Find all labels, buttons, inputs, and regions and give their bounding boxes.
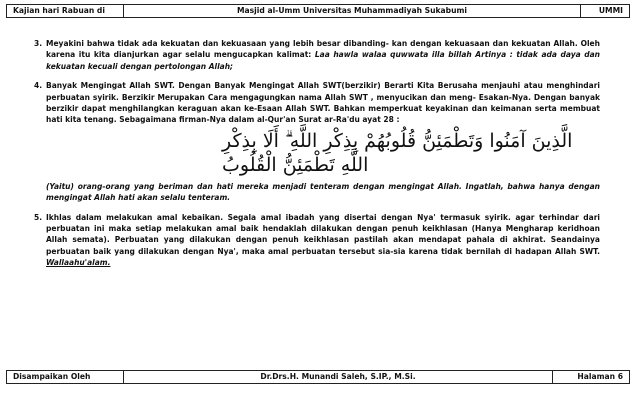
footer-author: Dr.Drs.H. Munandi Saleh, S.IP., M.Si. [260,372,416,381]
verse-translation: (Yaitu) orang-orang yang beriman dan hati mereka menjadi tenteram dengan mengingat Allah. Ingatlah, bahwa hanya dengan mengingat Allah hati akan selalu tenteram. [46,181,600,203]
document-body [34,38,600,277]
item-number: 3. [34,39,43,48]
list-item [34,80,600,203]
closing-phrase: Wallaahu'alam. [46,258,111,268]
page-number: Halaman 6 [577,372,623,381]
item-number: 4. [34,81,43,91]
item-body [46,212,600,269]
item-body [46,80,600,203]
header-title: Masjid al-Umm Universitas Muhammadiyah Sukabumi [236,6,468,15]
page-footer [6,370,630,384]
item-italic-text: Laa hawla walaa quwwata illa billah Artinya : tidak ada daya dan kekuatan kecuali dengan pertolongan Allah; [46,50,600,71]
item-text: Meyakini bahwa tidak ada kekuatan dan kekuasaan yang lebih besar dibanding- kan dengan kekuasaan dan kekuatan Allah. Oleh karena itu kita dianjurkan agar selalu mengucapkan kalimat: [46,39,600,60]
page-header [6,4,630,18]
item-text: Banyak Mengingat Allah SWT. Dengan Banyak Mengingat Allah SWT(berzikir) Berarti Kita Berusaha menjauhi atau menghindari perbuatan syirik. Berzikir Merupakan Cara mengagungkan nama Allah SWT , menyucikan dan meng- Esakan-Nya. Dengan banyak berzikir dapat menghilangkan keraguan akan ke-Esaan Allah SWT. Bahkan memperkuat keyakinan dan keimanan serta membuat hati kita tenang. Sebagaimana firman-Nya dalam al-Qur'an Surat ar-Ra'du ayat 28 : [46,81,600,125]
list-item [34,38,600,72]
item-body [46,38,600,72]
quran-verse: الَّذِينَ آمَنُوا وَتَطْمَئِنُّ قُلُوبُهُمْ بِذِكْرِ اللَّهِ ۗ أَلَا بِذِكْرِ اللَّهِ تَطْمَئِنُّ الْقُلُوبُ [222,129,573,176]
list-item [34,212,600,269]
item-text: Ikhlas dalam melakukan amal kebaikan. Segala amal ibadah yang disertai dengan Nya' termasuk syirik. agar terhindar dari perbuatan ini maka setiap melakukan amal baik hendaklah dilakukan dengan penuh keikhlasan (Hanya Mengharap keridhoan Allah semata). Perbuatan yang dilakukan dengan penuh keikhlasan pastilah akan mendapat pahala di akhirat. Seandainya perbuatan baik yang dilakukan dengan Nya', maka amal perbuatan tersebut sia-sia karena tidak bernilah di hadapan Allah SWT. [46,212,600,256]
header-right: UMMI [598,6,623,15]
header-left: Kajian hari Rabuan di [13,6,105,15]
item-number: 5. [34,212,43,222]
footer-left: Disampaikan Oleh [13,372,91,381]
